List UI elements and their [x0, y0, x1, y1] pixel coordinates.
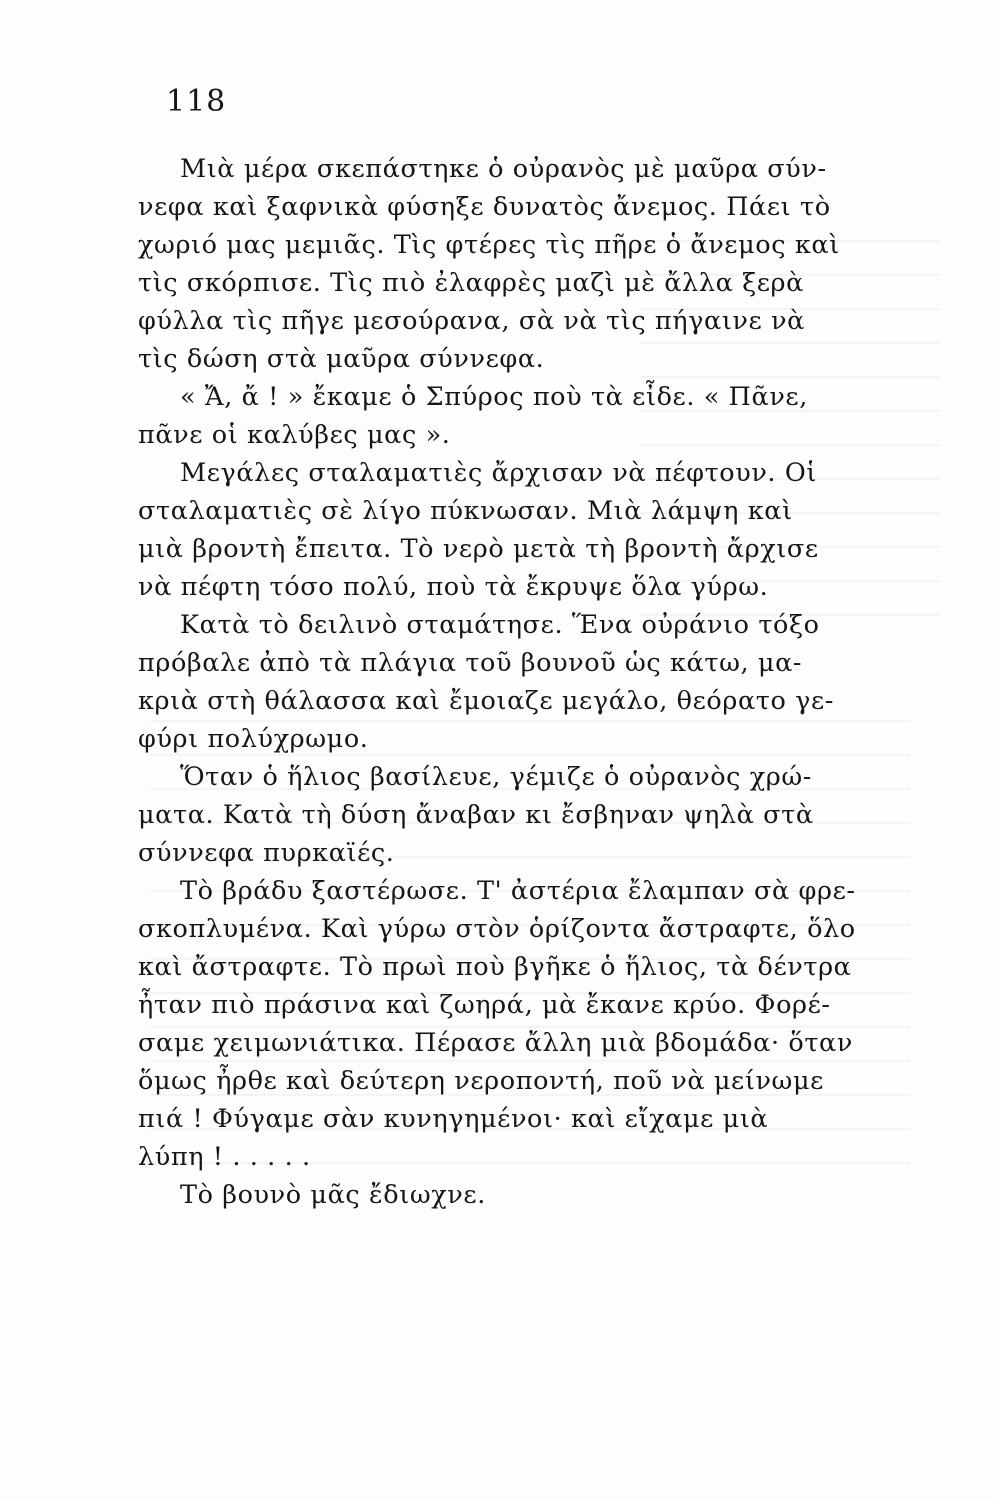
text-line: φύρι πολύχρωμο. [138, 724, 369, 754]
text-line: νεφα καὶ ξαφνικὰ φύσηξε δυνατὸς ἄνεμος. Πάει τὸ [138, 192, 831, 222]
text-line: Μιὰ μέρα σκεπάστηκε ὁ οὐρανὸς μὲ μαῦρα σύν- [180, 154, 827, 184]
text-line: πρόβαλε ἀπὸ τὰ πλάγια τοῦ βουνοῦ ὡς κάτω, μα- [138, 648, 803, 678]
text-line: καὶ ἄστραφτε. Τὸ πρωὶ ποὺ βγῆκε ὁ ἥλιος, τὰ δέντρα [138, 952, 852, 982]
text-line: μιὰ βροντὴ ἔπειτα. Τὸ νερὸ μετὰ τὴ βροντὴ ἄρχισε [138, 534, 819, 564]
text-line: σκοπλυμένα. Καὶ γύρω στὸν ὁρίζοντα ἄστραφτε, ὅλο [138, 914, 856, 944]
text-line: « Ἄ, ἄ ! » ἔκαμε ὁ Σπύρος ποὺ τὰ εἶδε. « Πᾶνε, [180, 382, 808, 412]
text-line: Τὸ βράδυ ξαστέρωσε. Τ' ἀστέρια ἔλαμπαν σὰ φρε- [180, 876, 856, 906]
text-line: νὰ πέφτη τόσο πολύ, ποὺ τὰ ἔκρυψε ὅλα γύρω. [138, 572, 769, 602]
text-line: πιά ! Φύγαμε σὰν κυνηγημένοι· καὶ εἴχαμε μιὰ [138, 1104, 769, 1134]
text-line: τὶς δώση στὰ μαῦρα σύννεφα. [138, 344, 545, 374]
page-number: 118 [166, 84, 227, 119]
text-line: τὶς σκόρπισε. Τὶς πιὸ ἐλαφρὲς μαζὶ μὲ ἄλλα ξερὰ [138, 268, 804, 298]
text-line: σύννεφα πυρκαϊές. [138, 838, 395, 868]
text-line: σταλαματιὲς σὲ λίγο πύκνωσαν. Μιὰ λάμψη καὶ [138, 496, 793, 526]
text-line: σαμε χειμωνιάτικα. Πέρασε ἄλλη μιὰ βδομάδα· ὅταν [138, 1028, 853, 1058]
text-line: χωριό μας μεμιᾶς. Τὶς φτέρες τὶς πῆρε ὁ ἄνεμος καὶ [138, 230, 840, 260]
text-line: πᾶνε οἱ καλύβες μας ». [138, 420, 451, 450]
text-line: ματα. Κατὰ τὴ δύση ἄναβαν κι ἔσβηναν ψηλὰ στὰ [138, 800, 814, 830]
text-line: Μεγάλες σταλαματιὲς ἄρχισαν νὰ πέφτουν. Οἱ [180, 458, 817, 488]
text-line: Ὅταν ὁ ἥλιος βασίλευε, γέμιζε ὁ οὐρανὸς χρώ- [180, 762, 812, 792]
text-line: λύπη ! . . . . . [138, 1142, 311, 1172]
text-line: Κατὰ τὸ δειλινὸ σταμάτησε. Ἕνα οὐράνιο τόξο [180, 610, 820, 640]
text-line: φύλλα τὶς πῆγε μεσούρανα, σὰ νὰ τὶς πήγαινε νὰ [138, 306, 805, 336]
text-line: ἦταν πιὸ πράσινα καὶ ζωηρά, μὰ ἔκανε κρύο. Φορέ- [138, 990, 831, 1020]
text-line: κριὰ στὴ θάλασσα καὶ ἔμοιαζε μεγάλο, θεόρατο γε- [138, 686, 834, 716]
text-line: Τὸ βουνὸ μᾶς ἔδιωχνε. [180, 1180, 486, 1210]
text-line: ὅμως ἦρθε καὶ δεύτερη νεροποντή, ποῦ νὰ μείνωμε [138, 1066, 824, 1096]
